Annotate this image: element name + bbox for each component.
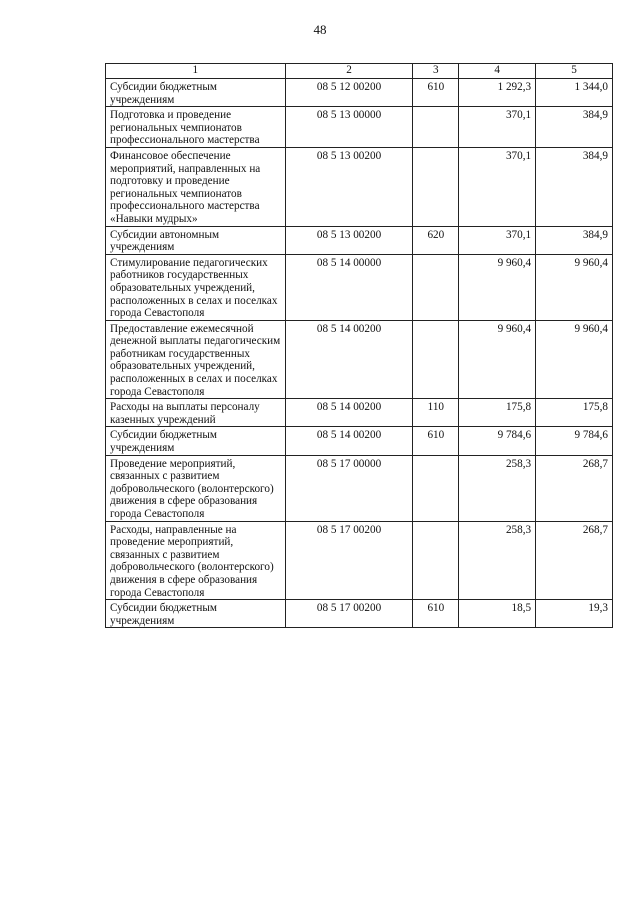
row-amount-col4: 370,1	[459, 226, 536, 254]
row-amount-col5: 175,8	[536, 399, 613, 427]
row-amount-col5: 1 344,0	[536, 79, 613, 107]
table-row	[106, 521, 613, 600]
row-amount-col4: 370,1	[459, 107, 536, 148]
row-target-code: 08 5 13 00200	[285, 147, 413, 226]
row-expense-type: 620	[413, 226, 459, 254]
row-amount-col4: 258,3	[459, 521, 536, 600]
table-row	[106, 399, 613, 427]
row-expense-type	[413, 521, 459, 600]
row-amount-col4: 1 292,3	[459, 79, 536, 107]
row-amount-col4: 9 960,4	[459, 320, 536, 399]
row-expense-type: 610	[413, 427, 459, 455]
row-name: Расходы, направленные на проведение мероприятий, связанных с развитием добровольческого (волонтерского) движения в сфере образования города Севастополя	[106, 521, 286, 600]
table-row	[106, 79, 613, 107]
row-amount-col5: 9 960,4	[536, 320, 613, 399]
row-target-code: 08 5 14 00200	[285, 427, 413, 455]
column-header-4: 4	[459, 64, 536, 79]
table-body	[106, 79, 613, 628]
row-target-code: 08 5 17 00200	[285, 521, 413, 600]
row-expense-type: 610	[413, 79, 459, 107]
row-expense-type	[413, 320, 459, 399]
row-expense-type	[413, 455, 459, 521]
row-name: Субсидии бюджетным учреждениям	[106, 600, 286, 628]
row-amount-col4: 9 784,6	[459, 427, 536, 455]
table-row	[106, 254, 613, 320]
table-row	[106, 226, 613, 254]
row-expense-type	[413, 147, 459, 226]
header-row	[106, 64, 613, 79]
table-row	[106, 147, 613, 226]
row-name: Расходы на выплаты персоналу казенных учреждений	[106, 399, 286, 427]
page-number: 48	[313, 22, 327, 37]
row-name: Финансовое обеспечение мероприятий, направленных на подготовку и проведение региональных чемпионатов профессионального мастерства «Навыки мудрых»	[106, 147, 286, 226]
column-header-3: 3	[413, 64, 459, 79]
row-target-code: 08 5 14 00200	[285, 320, 413, 399]
row-amount-col5: 384,9	[536, 226, 613, 254]
row-target-code: 08 5 14 00000	[285, 254, 413, 320]
table-row	[106, 107, 613, 148]
row-expense-type	[413, 107, 459, 148]
table-row	[106, 455, 613, 521]
row-amount-col5: 384,9	[536, 147, 613, 226]
row-target-code: 08 5 13 00000	[285, 107, 413, 148]
row-amount-col5: 384,9	[536, 107, 613, 148]
row-target-code: 08 5 12 00200	[285, 79, 413, 107]
row-name: Субсидии автономным учреждениям	[106, 226, 286, 254]
row-target-code: 08 5 17 00200	[285, 600, 413, 628]
column-header-2: 2	[285, 64, 413, 79]
row-amount-col5: 268,7	[536, 521, 613, 600]
column-header-5: 5	[536, 64, 613, 79]
table-row	[106, 427, 613, 455]
row-target-code: 08 5 13 00200	[285, 226, 413, 254]
row-amount-col4: 9 960,4	[459, 254, 536, 320]
row-name: Стимулирование педагогических работников государственных образовательных учреждений, расположенных в селах и поселках города Севастополя	[106, 254, 286, 320]
row-name: Подготовка и проведение региональных чемпионатов профессионального мастерства	[106, 107, 286, 148]
row-expense-type: 610	[413, 600, 459, 628]
row-amount-col5: 9 960,4	[536, 254, 613, 320]
row-name: Предоставление ежемесячной денежной выплаты педагогическим работникам государственных образовательных учреждений, расположенных в селах и поселках города Севастополя	[106, 320, 286, 399]
table-row	[106, 600, 613, 628]
table-row	[106, 320, 613, 399]
row-expense-type: 110	[413, 399, 459, 427]
row-amount-col4: 370,1	[459, 147, 536, 226]
table-header	[106, 64, 613, 79]
row-amount-col5: 19,3	[536, 600, 613, 628]
row-target-code: 08 5 14 00200	[285, 399, 413, 427]
row-name: Проведение мероприятий, связанных с развитием добровольческого (волонтерского) движения в сфере образования города Севастополя	[106, 455, 286, 521]
row-amount-col5: 268,7	[536, 455, 613, 521]
row-name: Субсидии бюджетным учреждениям	[106, 427, 286, 455]
budget-table	[105, 63, 613, 628]
row-amount-col5: 9 784,6	[536, 427, 613, 455]
column-header-1: 1	[106, 64, 286, 79]
row-amount-col4: 18,5	[459, 600, 536, 628]
row-target-code: 08 5 17 00000	[285, 455, 413, 521]
row-amount-col4: 175,8	[459, 399, 536, 427]
row-expense-type	[413, 254, 459, 320]
row-name: Субсидии бюджетным учреждениям	[106, 79, 286, 107]
row-amount-col4: 258,3	[459, 455, 536, 521]
